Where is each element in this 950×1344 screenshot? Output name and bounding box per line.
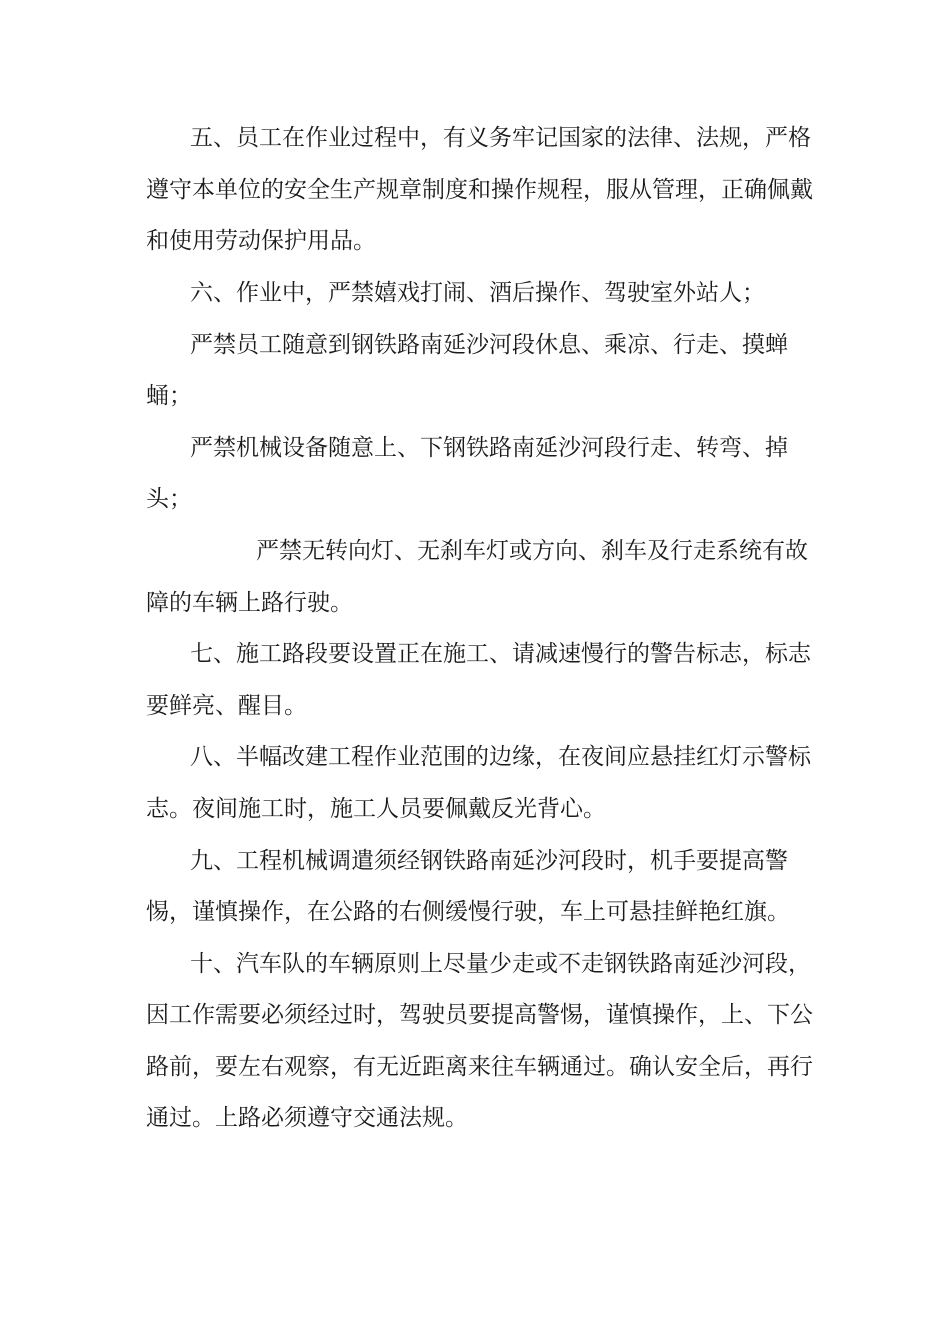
text-line: 严禁机械设备随意上、下钢铁路南延沙河段行走、转弯、掉 xyxy=(190,435,788,461)
text-line: 七、施工路段要设置正在施工、请减速慢行的警告标志，标志 xyxy=(190,641,811,667)
text-line: 惕，谨慎操作，在公路的右侧缓慢行驶，车上可悬挂鲜艳红旗。 xyxy=(146,899,790,925)
text-line: 志。夜间施工时，施工人员要佩戴反光背心。 xyxy=(146,796,606,822)
text-line: 六、作业中，严禁嬉戏打闹、酒后操作、驾驶室外站人； xyxy=(190,280,765,306)
text-line: 和使用劳动保护用品。 xyxy=(146,228,376,254)
text-line: 严禁员工随意到钢铁路南延沙河段休息、乘凉、行走、摸蝉 xyxy=(190,332,788,358)
text-line: 九、工程机械调遣须经钢铁路南延沙河段时，机手要提高警 xyxy=(190,848,788,874)
text-line: 路前，要左右观察，有无近距离来往车辆通过。确认安全后，再行 xyxy=(146,1054,813,1080)
text-line: 十、汽车队的车辆原则上尽量少走或不走钢铁路南延沙河段， xyxy=(190,951,811,977)
text-line: 五、员工在作业过程中，有义务牢记国家的法律、法规，严格 xyxy=(190,125,811,151)
text-line: 遵守本单位的安全生产规章制度和操作规程，服从管理，正确佩戴 xyxy=(146,177,813,203)
text-line: 严禁无转向灯、无刹车灯或方向、刹车及行走系统有故 xyxy=(256,538,808,564)
text-line: 通过。上路必须遵守交通法规。 xyxy=(146,1105,468,1131)
text-line: 头； xyxy=(146,486,192,512)
text-line: 八、半幅改建工程作业范围的边缘，在夜间应悬挂红灯示警标 xyxy=(190,744,811,770)
text-line: 障的车辆上路行驶。 xyxy=(146,590,353,616)
text-line: 因工作需要必须经过时，驾驶员要提高警惕，谨慎操作，上、下公 xyxy=(146,1002,813,1028)
text-line: 蛹； xyxy=(146,383,192,409)
text-line: 要鲜亮、醒目。 xyxy=(146,693,307,719)
